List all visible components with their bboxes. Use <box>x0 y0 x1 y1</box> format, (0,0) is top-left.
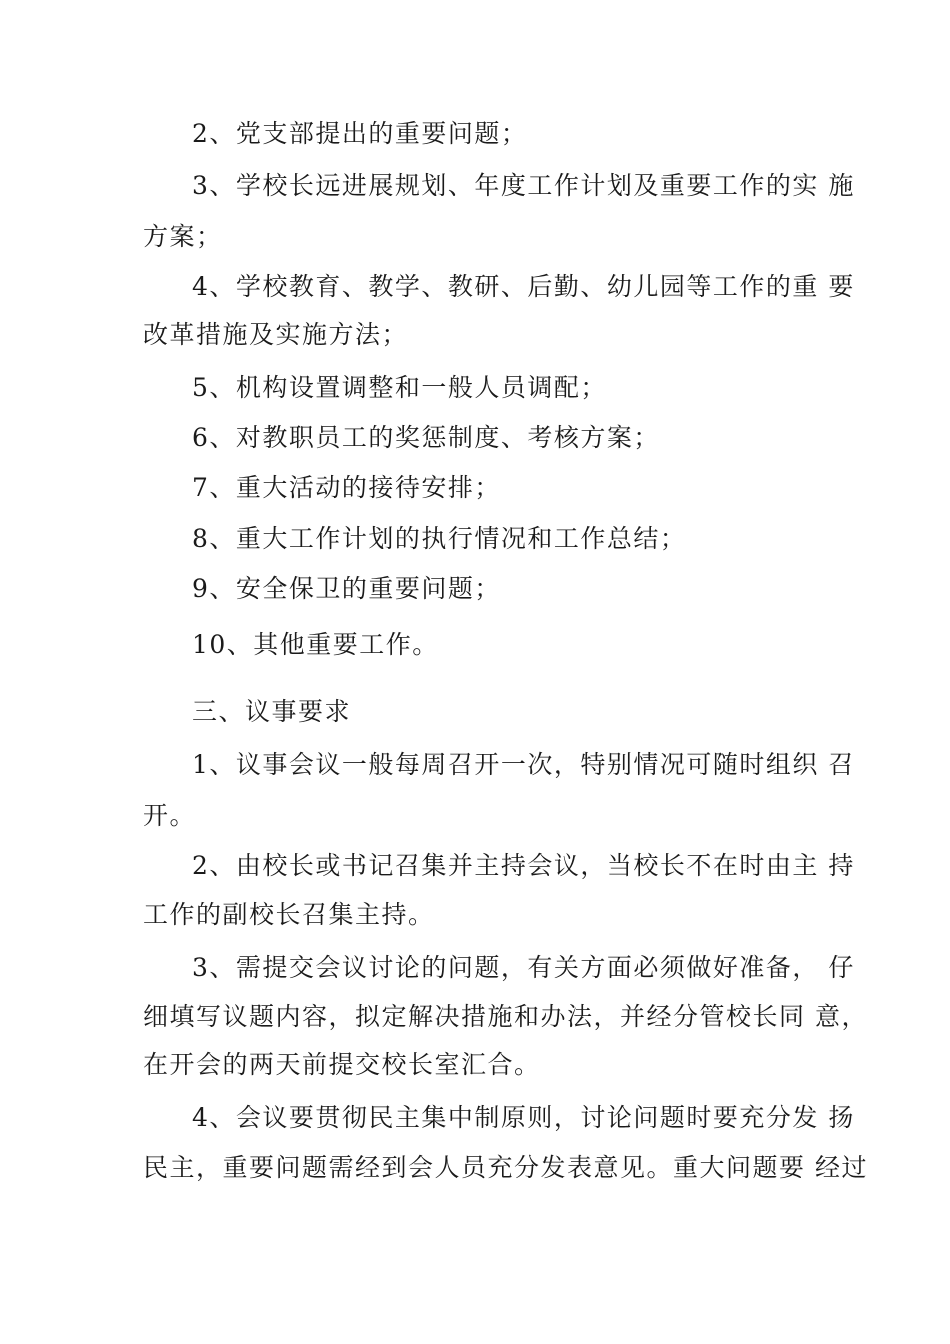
requirement-3-line-1: 3、需提交会议讨论的问题，有关方面必须做好准备， 仔 <box>192 953 855 982</box>
section-heading: 三、议事要求 <box>192 697 352 726</box>
requirement-3-line-2: 细填写议题内容，拟定解决措施和办法，并经分管校长同 意， <box>143 1002 868 1031</box>
list-item-3-line-1: 3、学校长远进展规划、年度工作计划及重要工作的实 施 <box>192 171 855 200</box>
list-item-4-line-2: 改革措施及实施方法； <box>143 320 409 349</box>
requirement-4-line-2: 民主，重要问题需经到会人员充分发表意见。重大问题要 经过 <box>143 1153 868 1182</box>
list-item-3-line-2: 方案； <box>143 222 223 251</box>
list-item-2: 2、党支部提出的重要问题； <box>192 119 528 148</box>
requirement-2-line-1: 2、由校长或书记召集并主持会议，当校长不在时由主 持 <box>192 851 855 880</box>
list-item-6: 6、对教职员工的奖惩制度、考核方案； <box>192 423 660 452</box>
requirement-1-line-1: 1、议事会议一般每周召开一次，特别情况可随时组织 召 <box>192 750 855 779</box>
list-item-4-line-1: 4、学校教育、教学、教研、后勤、幼儿园等工作的重 要 <box>192 272 855 301</box>
requirement-3-line-3: 在开会的两天前提交校长室汇合。 <box>143 1050 541 1079</box>
list-item-10: 10、其他重要工作。 <box>192 630 439 659</box>
list-item-9: 9、安全保卫的重要问题； <box>192 574 501 603</box>
list-item-5: 5、机构设置调整和一般人员调配； <box>192 373 607 402</box>
list-item-7: 7、重大活动的接待安排； <box>192 473 501 502</box>
requirement-1-line-2: 开。 <box>143 801 197 830</box>
requirement-4-line-1: 4、会议要贯彻民主集中制原则，讨论问题时要充分发 扬 <box>192 1103 855 1132</box>
list-item-8: 8、重大工作计划的执行情况和工作总结； <box>192 524 687 553</box>
requirement-2-line-2: 工作的副校长召集主持。 <box>143 900 435 929</box>
